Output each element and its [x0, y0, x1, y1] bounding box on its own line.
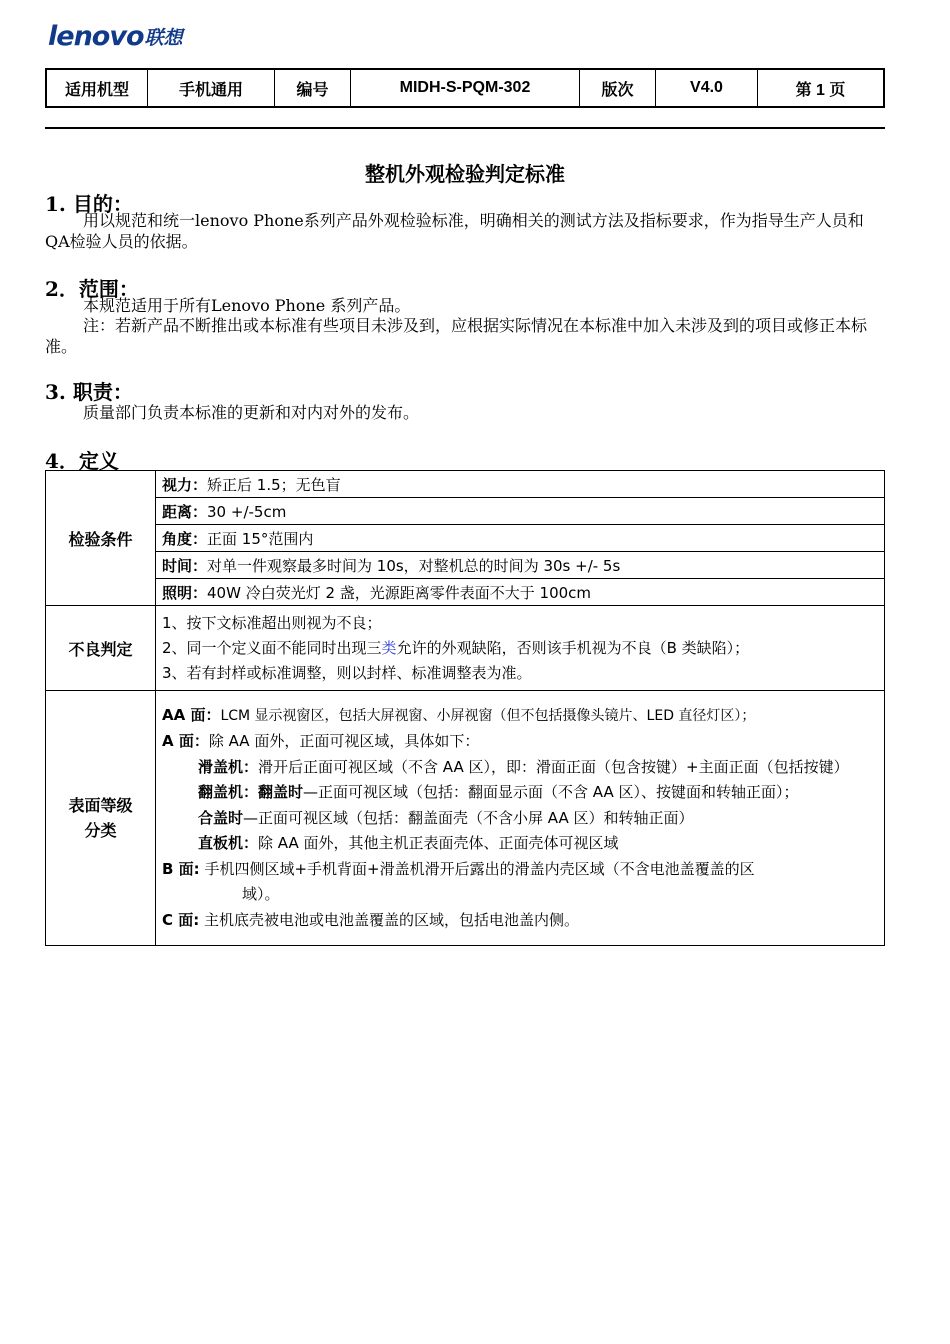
surface-flip-open-key: 翻盖时 — [258, 783, 304, 802]
condition-angle — [156, 525, 885, 552]
document-title: 整机外观检验判定标准 — [365, 162, 565, 186]
condition-row — [46, 579, 885, 606]
surface-flip-close-text: —正面可视区域（包括：翻盖面壳（不含小屏 AA 区）和转轴正面） — [243, 808, 694, 827]
surface-a-bar — [162, 831, 878, 857]
surface-a-key: A 面： — [162, 732, 209, 751]
lenovo-logo — [48, 22, 183, 52]
surface-aa — [162, 703, 878, 730]
code-value: MIDH-S-PQM-302 — [351, 69, 580, 107]
version-label: 版次 — [580, 69, 656, 107]
surface-b-continued: 域）。 — [242, 885, 280, 904]
header-row — [46, 69, 884, 107]
condition-row — [46, 498, 885, 525]
condition-key: 时间： — [162, 556, 208, 575]
condition-vision — [156, 471, 885, 498]
page-number: 第 1 页 — [758, 69, 885, 107]
defect-row — [46, 606, 885, 691]
surface-b — [162, 857, 878, 883]
condition-value: 30 +/-5cm — [207, 502, 287, 521]
surface-flip-close-key: 合盖时 — [198, 808, 244, 827]
defect-label: 不良判定 — [46, 606, 156, 691]
defect-rule-1: 1、按下文标准超出则视为不良； — [162, 613, 382, 632]
condition-time — [156, 552, 885, 579]
section-purpose-text: 用以规范和统一lenovo Phone系列产品外观检验标准，明确相关的测试方法及指标要求，作为指导生产人员和QA检验人员的依据。 — [45, 211, 864, 251]
section-scope-heading: 2．范围： — [45, 277, 139, 301]
defect-rule-2-part-a: 2、同一个定义面不能同时出现三 — [162, 638, 382, 657]
condition-distance — [156, 498, 885, 525]
surface-bar-key: 直板机： — [198, 834, 259, 853]
version-value: V4.0 — [656, 69, 758, 107]
section-definition-heading: 4．定义 — [45, 449, 119, 473]
model-label: 适用机型 — [46, 69, 148, 107]
surface-label — [46, 691, 156, 946]
condition-key: 角度： — [162, 529, 208, 548]
surface-slider-key: 滑盖机： — [198, 757, 259, 776]
surface-aa-text: LCM 显示视窗区，包括大屏视窗、小屏视窗（但不包括摄像头镜片、LED 直径灯区）； — [220, 707, 756, 724]
defect-rule-2-part-b: 允许的外观缺陷，否则该手机视为不良（B 类缺陷）； — [396, 638, 750, 657]
surface-a-flip-open — [162, 780, 878, 806]
surface-label-line-2: 分类 — [84, 821, 117, 840]
document-header-table — [45, 68, 885, 108]
surface-a-flip-closed — [162, 806, 878, 832]
condition-key: 视力： — [162, 475, 208, 494]
condition-key: 距离： — [162, 502, 208, 521]
surface-b-key: B 面: — [162, 859, 200, 878]
surface-c-key: C 面: — [162, 910, 200, 929]
surface-label-line-1: 表面等级 — [68, 796, 133, 815]
model-value: 手机通用 — [148, 69, 275, 107]
condition-row — [46, 525, 885, 552]
section-duty-text: 质量部门负责本标准的更新和对内对外的发布。 — [83, 403, 420, 422]
condition-key: 照明： — [162, 583, 208, 602]
surface-definitions — [156, 691, 885, 946]
condition-value: 40W 冷白荧光灯 2 盏，光源距离零件表面不大于 100cm — [207, 583, 592, 602]
surface-flip-open-text: —正面可视区域（包括：翻面显示面（不含 AA 区）、按键面和转轴正面）； — [303, 783, 799, 802]
section-purpose-heading: 1. 目的： — [45, 192, 133, 216]
surface-row — [46, 691, 885, 946]
surface-c — [162, 908, 878, 934]
code-label: 编号 — [275, 69, 351, 107]
condition-value: 正面 15°范围内 — [207, 529, 314, 548]
defect-rule-2 — [162, 636, 878, 661]
surface-a-slider — [162, 755, 878, 781]
surface-a — [162, 729, 878, 755]
condition-value: 矫正后 1.5；无色盲 — [207, 475, 341, 494]
condition-row — [46, 471, 885, 498]
section-duty-heading: 3. 职责： — [45, 380, 133, 404]
defect-rules — [156, 606, 885, 691]
conditions-label: 检验条件 — [46, 471, 156, 606]
surface-b-text: 手机四侧区域+手机背面+滑盖机滑开后露出的滑盖内壳区域（不含电池盖覆盖的区 — [204, 859, 755, 878]
surface-c-text: 主机底壳被电池或电池盖覆盖的区域，包括电池盖内侧。 — [204, 910, 580, 929]
section-scope-text: 本规范适用于所有Lenovo Phone 系列产品。 — [83, 296, 411, 315]
surface-a-text: 除 AA 面外，正面可视区域，具体如下： — [208, 732, 480, 751]
surface-flip-key: 翻盖机： — [198, 783, 259, 802]
section-scope-note: 注：若新产品不断推出或本标准有些项目未涉及到，应根据实际情况在本标准中加入未涉及到的项目或修正本标准。 — [45, 316, 868, 356]
logo-chinese-text: 联想 — [144, 27, 183, 49]
condition-row — [46, 552, 885, 579]
logo-latin-text: lenovo — [48, 21, 144, 52]
condition-lighting — [156, 579, 885, 606]
defect-rule-2-highlight: 类 — [381, 638, 397, 657]
defect-rule-3: 3、若有封样或标准调整，则以封样、标准调整表为准。 — [162, 663, 532, 682]
surface-slider-text: 滑开后正面可视区域（不含 AA 区），即：滑面正面（包含按键）+主面正面（包括按键） — [258, 757, 849, 776]
condition-value: 对单一件观察最多时间为 10s，对整机总的时间为 30s +/- 5s — [207, 556, 621, 575]
header-divider — [45, 127, 885, 129]
surface-aa-key: AA 面： — [162, 705, 221, 724]
surface-bar-text: 除 AA 面外，其他主机正表面壳体、正面壳体可视区域 — [258, 834, 619, 853]
definition-table — [45, 470, 885, 946]
